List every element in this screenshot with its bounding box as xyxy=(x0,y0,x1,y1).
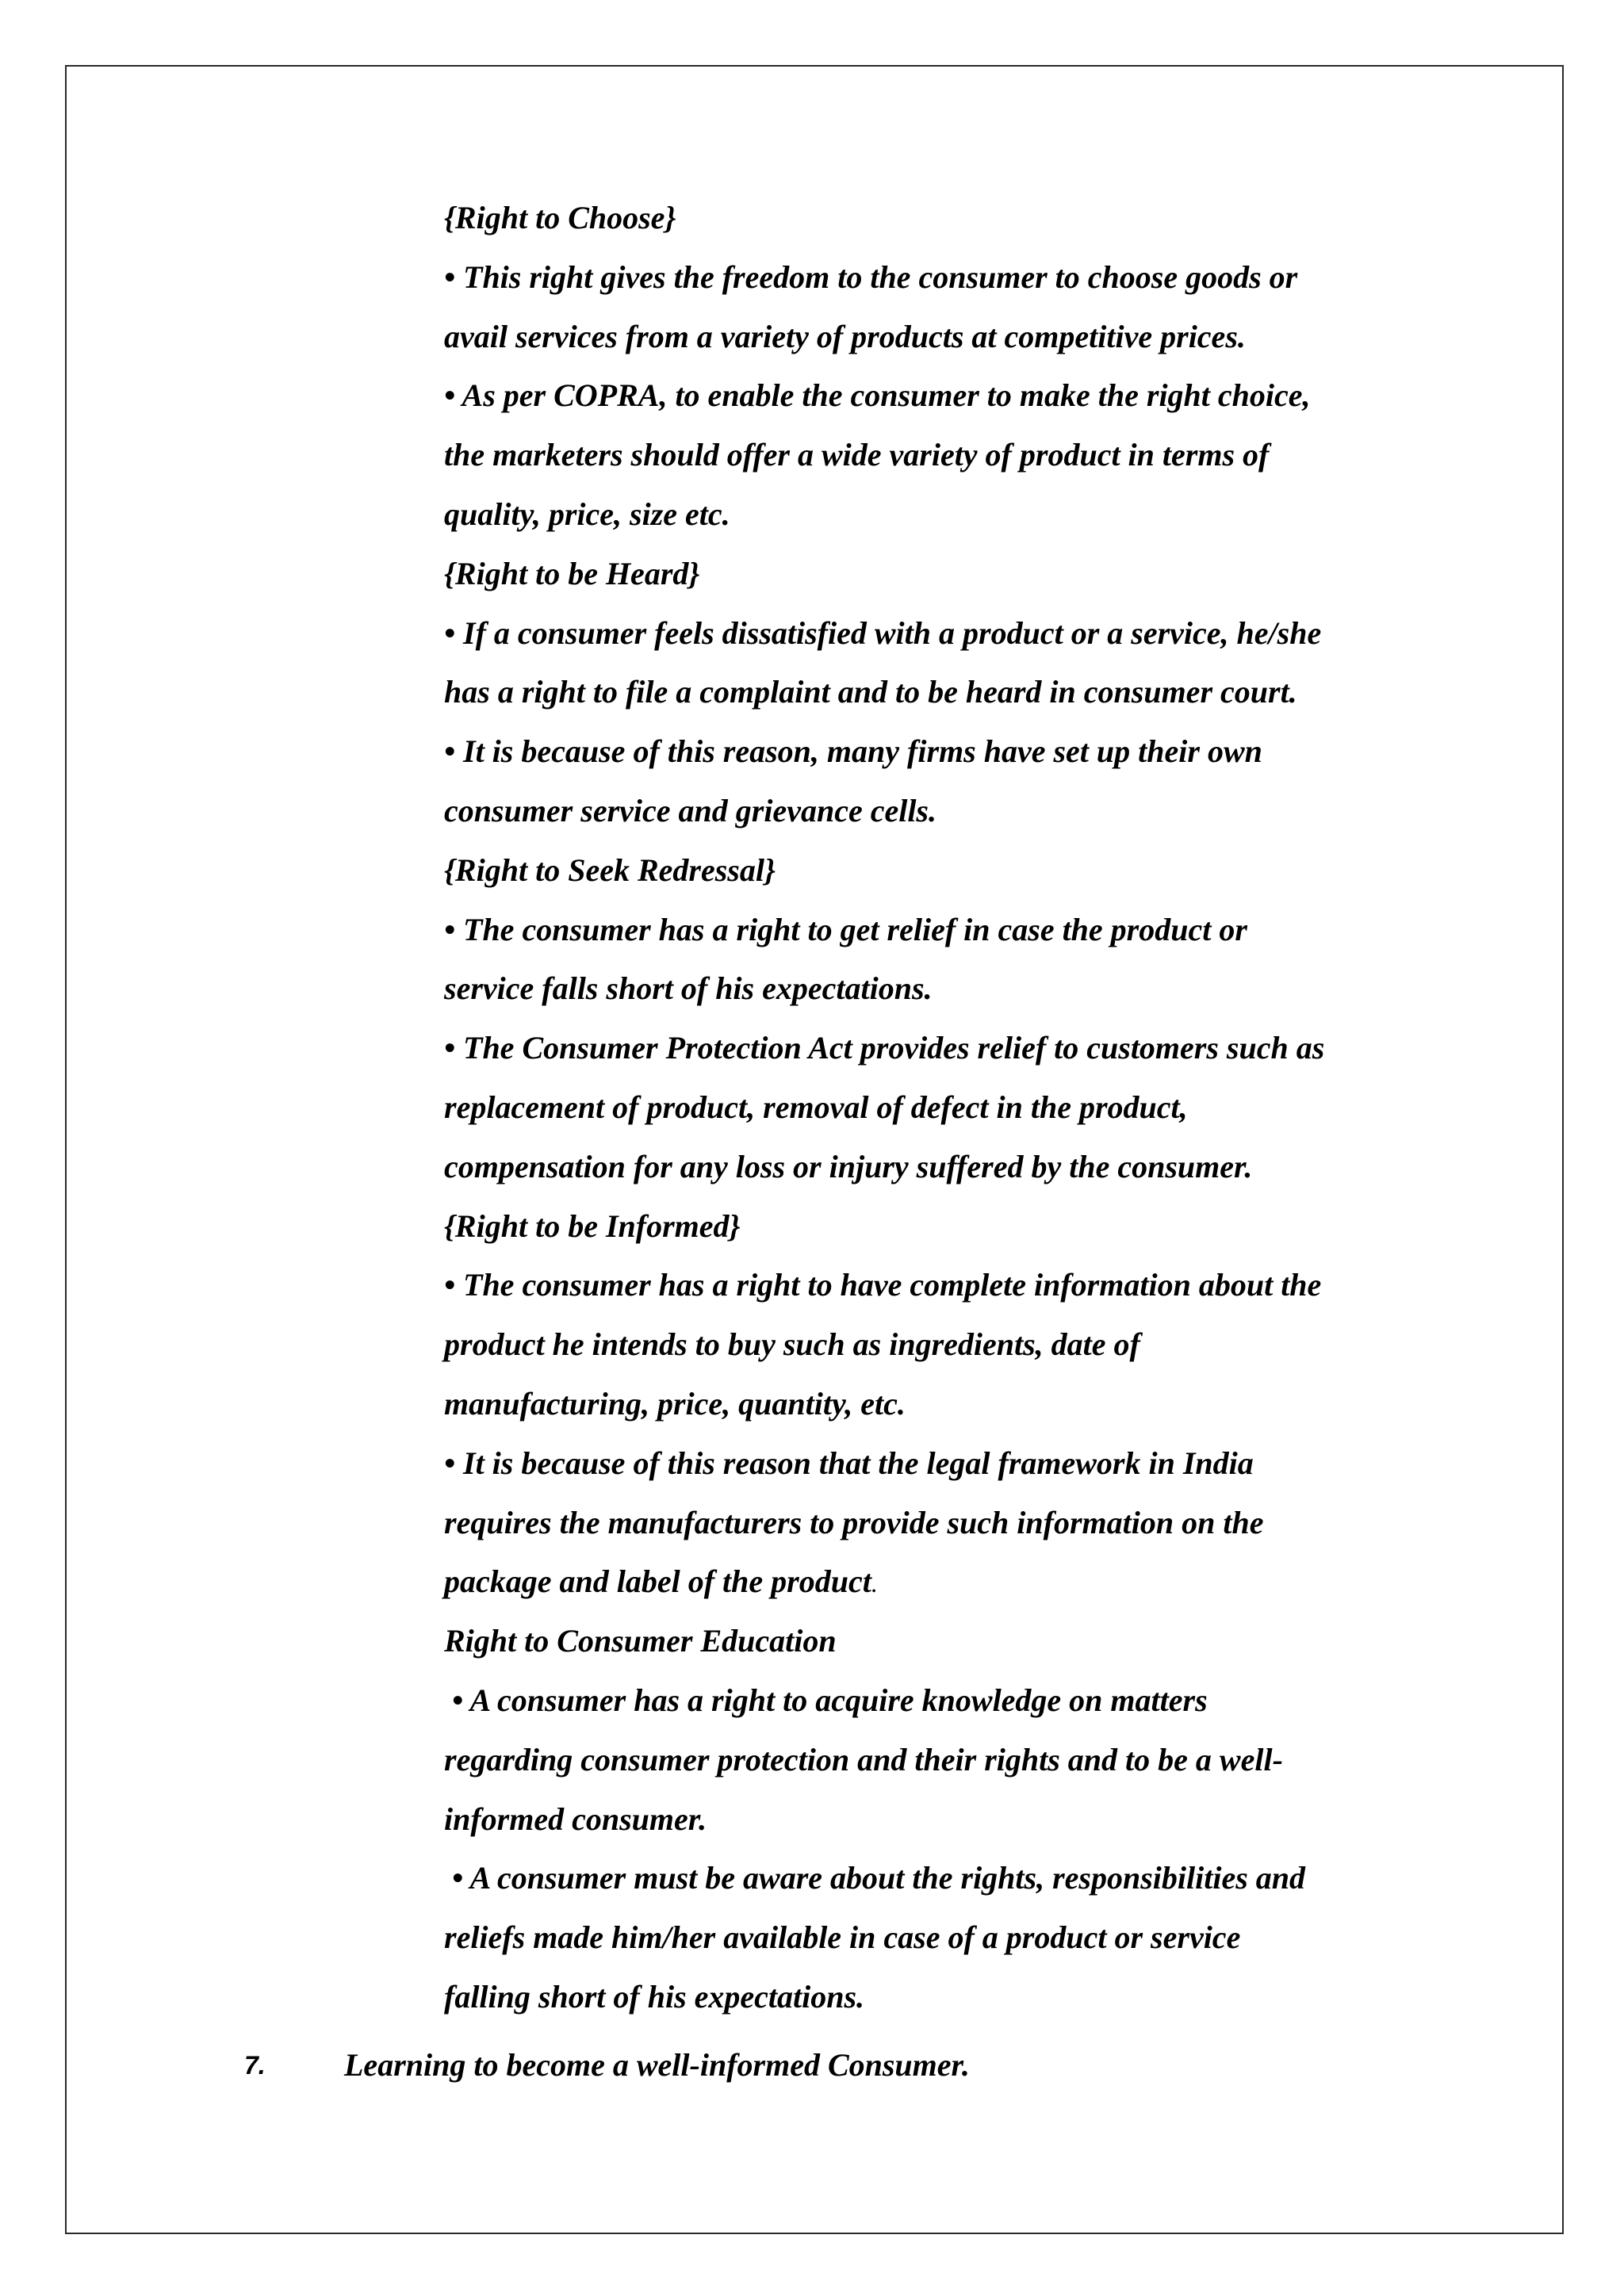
text-line: the marketers should offer a wide variety of product in terms of xyxy=(444,437,1270,473)
text-line: • This right gives the freedom to the consumer to choose goods or xyxy=(444,258,1298,295)
text-line: regarding consumer protection and their rights and to be a well- xyxy=(444,1741,1283,1777)
text-line: manufacturing, price, quantity, etc. xyxy=(444,1385,906,1422)
text-line: package and label of the product xyxy=(444,1563,871,1600)
text-line: falling short of his expectations. xyxy=(444,1978,865,2015)
text-line: reliefs made him/her available in case of a product or service xyxy=(444,1919,1241,1956)
heading-right-to-seek-redressal: {Right to Seek Redressal} xyxy=(444,851,776,888)
document-body xyxy=(444,189,1507,2027)
text-line: • The Consumer Protection Act provides relief to customers such as xyxy=(444,1030,1325,1066)
text-line: • As per COPRA, to enable the consumer to make the right choice, xyxy=(444,377,1311,414)
trailing-period: . xyxy=(871,1569,878,1598)
trailing-period: . xyxy=(1244,1148,1253,1184)
text-line: quality, price, size etc. xyxy=(444,496,730,532)
heading-right-to-choose: {Right to Choose} xyxy=(444,200,676,235)
heading-right-to-consumer-education: Right to Consumer Education xyxy=(444,1623,837,1659)
text-line: • The consumer has a right to get relief in case the product or xyxy=(444,911,1247,947)
text-line: consumer service and grievance cells. xyxy=(444,792,936,828)
text-line: has a right to file a complaint and to be heard in consumer court. xyxy=(444,674,1297,710)
text-line: compensation for any loss or injury suffered by the consumer xyxy=(444,1148,1245,1184)
text-line: requires the manufacturers to provide such information on the xyxy=(444,1504,1264,1540)
text-line: • If a consumer feels dissatisfied with a product or a service, he/she xyxy=(444,614,1322,651)
item-number: 7. xyxy=(244,2051,266,2080)
heading-right-to-be-informed: {Right to be Informed} xyxy=(444,1207,741,1244)
text-line: • The consumer has a right to have complete information about the xyxy=(444,1267,1322,1303)
text-line: informed consumer. xyxy=(444,1800,707,1837)
text-line: • It is because of this reason that the legal framework in India xyxy=(444,1445,1254,1481)
text-line-wrapper xyxy=(444,1138,1507,1197)
heading-right-to-be-heard: {Right to be Heard} xyxy=(444,555,700,591)
text-line: avail services from a variety of products at competitive prices. xyxy=(444,318,1246,354)
item-heading: Learning to become a well-informed Consumer. xyxy=(344,2047,970,2083)
text-line: product he intends to buy such as ingredients, date of xyxy=(444,1326,1140,1363)
text-line-wrapper xyxy=(444,1552,1507,1612)
text-line: • It is because of this reason, many firms have set up their own xyxy=(444,733,1262,770)
text-line: • A consumer must be aware about the rights, responsibilities and xyxy=(452,1860,1306,1896)
numbered-item-7 xyxy=(0,2042,1624,2089)
text-line: • A consumer has a right to acquire knowledge on matters xyxy=(452,1682,1208,1718)
text-line: replacement of product, removal of defect in the product, xyxy=(444,1089,1188,1125)
text-line: service falls short of his expectations. xyxy=(444,970,933,1007)
